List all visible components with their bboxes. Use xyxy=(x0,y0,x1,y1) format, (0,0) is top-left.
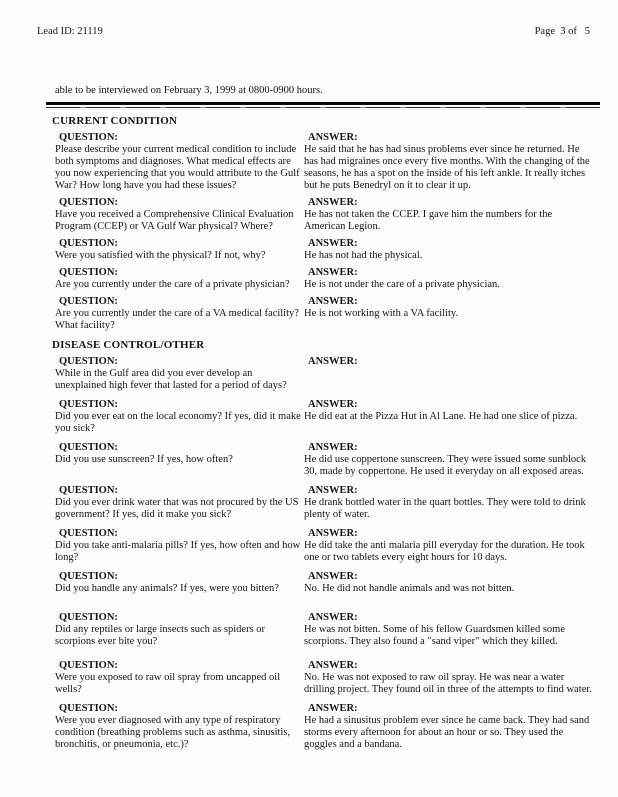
section xyxy=(46,115,600,332)
answer-cell xyxy=(303,355,595,392)
qa-row xyxy=(46,196,600,233)
answer-text: He is not working with a VA facility. xyxy=(304,308,459,319)
answer-cell xyxy=(303,398,595,435)
question-cell xyxy=(46,527,303,564)
answer-text: He was not bitten. Some of his fellow Guardsmen killed some scorpions. They also found a "sand viper" which they killed. xyxy=(304,624,565,647)
question-text: Did you ever drink water that was not procured by the US government? If yes, did it make you sick? xyxy=(55,497,299,520)
answer-cell xyxy=(303,570,595,595)
answer-text: He said that he has had sinus problems ever since he returned. He has had migraines once every five months. With the changing of the seasons, he has a spot on the inside of his left ankle. It really itches but he puts Benedryl on it to clear it up. xyxy=(304,144,590,191)
answer-cell xyxy=(303,237,595,262)
question-label: QUESTION: xyxy=(59,612,118,623)
question-label: QUESTION: xyxy=(59,267,118,278)
question-text: Are you currently under the care of a private physician? xyxy=(55,279,290,290)
question-text: Were you exposed to raw oil spray from uncapped oil wells? xyxy=(55,672,281,695)
question-label: QUESTION: xyxy=(59,132,118,143)
question-text: Did any reptiles or large insects such as spiders or scorpions ever bite you? xyxy=(55,624,266,647)
answer-label: ANSWER: xyxy=(308,356,358,367)
question-cell xyxy=(46,441,303,478)
answer-text: He had a sinusitus problem ever since he came back. They had sand storms every afternoon for about an hour or so. They used the goggles and a bandana. xyxy=(304,715,590,750)
answer-label: ANSWER: xyxy=(308,485,358,496)
question-text: Have you received a Comprehensive Clinical Evaluation Program (CCEP) or VA Gulf War physical? Where? xyxy=(55,209,294,232)
answer-label: ANSWER: xyxy=(308,197,358,208)
qa-row xyxy=(46,527,600,564)
qa-row xyxy=(46,355,600,392)
answer-label: ANSWER: xyxy=(308,296,358,307)
qa-row xyxy=(46,570,600,595)
answer-label: ANSWER: xyxy=(308,528,358,539)
question-text: Were you ever diagnosed with any type of respiratory condition (breathing problems such as asthma, sinusitis, bronchitis, or pneumonia, etc.)? xyxy=(55,715,291,750)
answer-cell xyxy=(303,527,595,564)
answer-label: ANSWER: xyxy=(308,612,358,623)
question-text: Did you handle any animals? If yes, were you bitten? xyxy=(55,583,279,594)
question-label: QUESTION: xyxy=(59,703,118,714)
question-cell xyxy=(46,398,303,435)
intro-line: able to be interviewed on February 3, 1999 at 0800-0900 hours. xyxy=(55,85,323,96)
question-cell xyxy=(46,266,303,291)
answer-text: He did take the anti malaria pill everyday for the duration. He took one or two tablets every eight hours for 10 days. xyxy=(304,540,585,563)
question-cell xyxy=(46,659,303,696)
answer-text: He is not under the care of a private physician. xyxy=(304,279,500,290)
answer-label: ANSWER: xyxy=(308,238,358,249)
section-title: DISEASE CONTROL/OTHER xyxy=(52,339,205,351)
answer-label: ANSWER: xyxy=(308,442,358,453)
qa-row xyxy=(46,441,600,478)
answer-cell xyxy=(303,702,595,751)
question-label: QUESTION: xyxy=(59,528,118,539)
question-label: QUESTION: xyxy=(59,238,118,249)
section xyxy=(46,339,600,751)
answer-text: He has not had the physical. xyxy=(304,250,423,261)
answer-label: ANSWER: xyxy=(308,132,358,143)
question-text: Are you currently under the care of a VA medical facility? What facility? xyxy=(55,308,299,331)
answer-text: He has not taken the CCEP. I gave him the numbers for the American Legion. xyxy=(304,209,553,232)
answer-text: He did use coppertone sunscreen. They were issued some sunblock 30, made by coppertone. He used it everyday on all exposed areas. xyxy=(304,454,587,477)
answer-label: ANSWER: xyxy=(308,399,358,410)
question-label: QUESTION: xyxy=(59,442,118,453)
question-cell xyxy=(46,355,303,392)
question-text: Did you take anti-malaria pills? If yes, how often and how long? xyxy=(55,540,301,563)
question-label: QUESTION: xyxy=(59,660,118,671)
lead-id: Lead ID: 21119 xyxy=(37,26,103,37)
answer-cell xyxy=(303,441,595,478)
question-label: QUESTION: xyxy=(59,197,118,208)
qa-row xyxy=(46,131,600,192)
question-text: Did you use sunscreen? If yes, how often? xyxy=(55,454,233,465)
answer-text: No. He did not handle animals and was not bitten. xyxy=(304,583,515,594)
question-cell xyxy=(46,570,303,595)
question-cell xyxy=(46,295,303,332)
qa-row xyxy=(46,266,600,291)
document-body xyxy=(0,85,618,751)
question-cell xyxy=(46,196,303,233)
answer-cell xyxy=(303,295,595,332)
qa-row xyxy=(46,295,600,332)
qa-sections xyxy=(46,115,600,751)
question-text: Please describe your current medical condition to include both symptoms and diagnoses. What medical effects are you now experiencing that you would attribute to the Gulf War? How long have you had these issues? xyxy=(55,144,300,191)
qa-row xyxy=(46,398,600,435)
question-label: QUESTION: xyxy=(59,485,118,496)
answer-cell xyxy=(303,659,595,696)
document-header xyxy=(0,0,618,38)
question-label: QUESTION: xyxy=(59,356,118,367)
question-text: Did you ever eat on the local economy? If yes, did it make you sick? xyxy=(55,411,301,434)
question-cell xyxy=(46,484,303,521)
question-cell xyxy=(46,702,303,751)
question-cell xyxy=(46,237,303,262)
question-text: Were you satisfied with the physical? If not, why? xyxy=(55,250,266,261)
question-label: QUESTION: xyxy=(59,296,118,307)
qa-row xyxy=(46,659,600,696)
answer-text: He drank bottled water in the quart bottles. They were told to drink plenty of water. xyxy=(304,497,586,520)
qa-row xyxy=(46,237,600,262)
section-divider-rule xyxy=(46,102,600,108)
page-number: Page 3 of 5 xyxy=(534,26,590,37)
answer-text: He did eat at the Pizza Hut in Al Lane. He had one slice of pizza. xyxy=(304,411,578,422)
question-label: QUESTION: xyxy=(59,571,118,582)
question-label: QUESTION: xyxy=(59,399,118,410)
question-text: While in the Gulf area did you ever develop an unexplained high fever that lasted for a period of days? xyxy=(55,368,287,391)
question-cell xyxy=(46,131,303,192)
answer-label: ANSWER: xyxy=(308,703,358,714)
qa-row xyxy=(46,484,600,521)
answer-cell xyxy=(303,611,595,648)
qa-row xyxy=(46,702,600,751)
qa-row xyxy=(46,611,600,648)
answer-label: ANSWER: xyxy=(308,660,358,671)
answer-label: ANSWER: xyxy=(308,267,358,278)
answer-cell xyxy=(303,196,595,233)
answer-cell xyxy=(303,266,595,291)
answer-cell xyxy=(303,484,595,521)
answer-label: ANSWER: xyxy=(308,571,358,582)
section-title: CURRENT CONDITION xyxy=(52,115,178,127)
answer-text: No. He was not exposed to raw oil spray. He was near a water drilling project. They found oil in three of the attempts to find water. xyxy=(304,672,592,695)
answer-cell xyxy=(303,131,595,192)
question-cell xyxy=(46,611,303,648)
